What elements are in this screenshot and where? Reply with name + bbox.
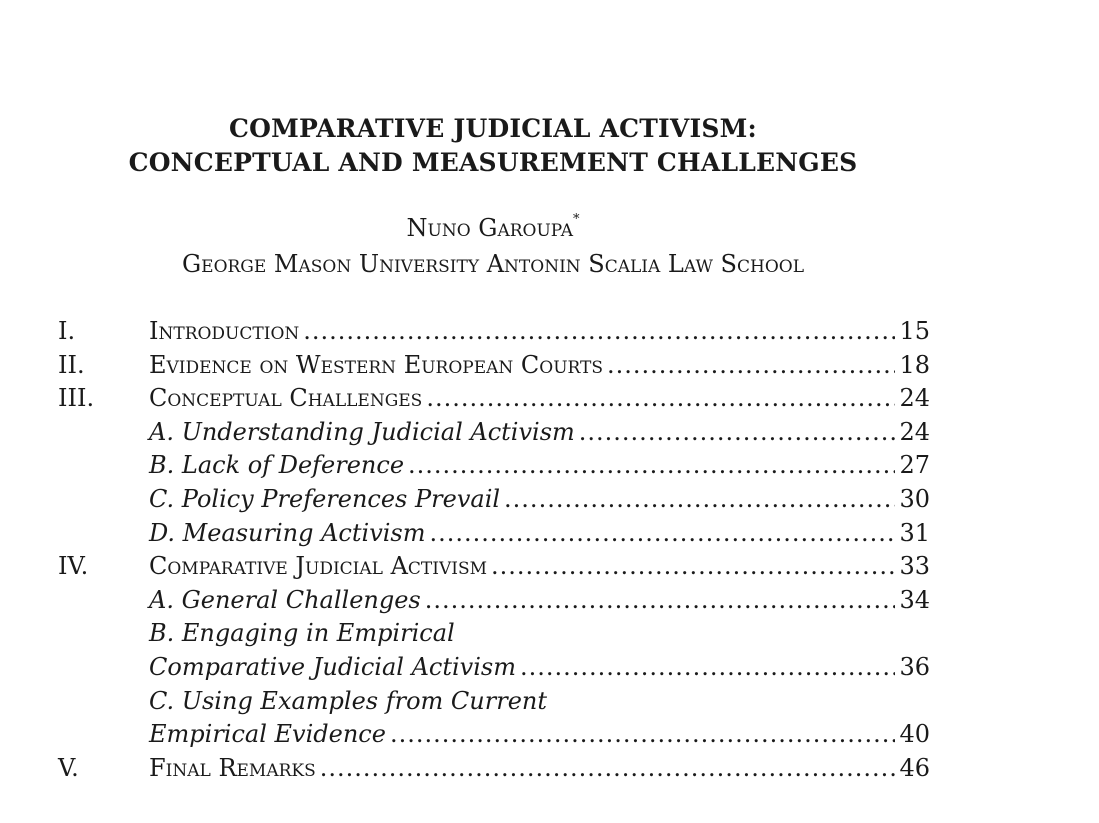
toc-row[interactable] [58, 416, 930, 450]
toc-leader [607, 349, 895, 383]
toc-page: 27 [899, 451, 930, 480]
toc-row[interactable] [58, 449, 930, 483]
toc-row[interactable] [58, 315, 930, 349]
toc-label: A. General Challenges [149, 585, 421, 614]
toc-label: B. Engaging in Empirical [149, 619, 455, 648]
toc-label: B. Lack of Deference [149, 451, 405, 480]
table-of-contents [58, 315, 930, 785]
toc-label: Final Remarks [149, 753, 316, 782]
toc-page: 40 [899, 720, 930, 749]
toc-leader [303, 315, 895, 349]
toc-leader [390, 718, 896, 752]
toc-leader [491, 550, 895, 584]
toc-number: IV. [58, 552, 89, 581]
title-line-1: COMPARATIVE JUDICIAL ACTIVISM: [229, 114, 757, 143]
toc-row[interactable] [58, 517, 930, 551]
toc-leader [579, 416, 896, 450]
toc-leader [408, 449, 895, 483]
toc-label: Comparative Judicial Activism [149, 652, 516, 681]
toc-page: 15 [899, 317, 930, 345]
toc-page: 36 [899, 652, 930, 681]
author-text: Nuno Garoupa [406, 214, 573, 242]
toc-label: D. Measuring Activism [149, 518, 426, 547]
toc-row[interactable] [58, 483, 930, 517]
toc-row[interactable] [58, 651, 930, 685]
toc-number: V. [58, 753, 79, 782]
toc-page: 33 [899, 552, 930, 581]
toc-label: Empirical Evidence [149, 720, 386, 749]
toc-leader [504, 483, 895, 517]
toc-label: Conceptual Challenges [149, 384, 423, 413]
toc-row[interactable] [58, 685, 930, 719]
toc-page: 24 [899, 417, 930, 446]
toc-label: Evidence on Western European Courts [149, 350, 604, 379]
toc-row[interactable] [58, 617, 930, 651]
toc-page: 30 [899, 484, 930, 513]
toc-page: 46 [899, 753, 930, 782]
toc-page: 34 [899, 585, 930, 614]
toc-page: 18 [899, 350, 930, 379]
toc-leader [430, 517, 896, 551]
toc-label: C. Using Examples from Current [149, 686, 548, 715]
toc-number: I. [58, 317, 76, 345]
toc-row[interactable] [58, 718, 930, 752]
toc-row[interactable] [58, 752, 930, 786]
toc-page: 31 [899, 518, 930, 547]
toc-leader [320, 752, 896, 786]
title-line-2: CONCEPTUAL AND MEASUREMENT CHALLENGES [128, 148, 858, 177]
toc-row[interactable] [58, 349, 930, 383]
toc-number: II. [58, 350, 85, 379]
author-footnote-mark: * [572, 212, 580, 227]
toc-number: III. [58, 384, 95, 413]
toc-leader [520, 651, 895, 685]
toc-row[interactable] [58, 382, 930, 416]
toc-label: Introduction [149, 317, 300, 345]
toc-page: 24 [899, 384, 930, 413]
toc-leader [426, 382, 895, 416]
author-name [0, 214, 986, 242]
toc-leader [425, 584, 896, 618]
toc-label: C. Policy Preferences Prevail [149, 484, 501, 513]
toc-label: Comparative Judicial Activism [149, 552, 488, 581]
toc-row[interactable] [58, 584, 930, 618]
toc-label: A. Understanding Judicial Activism [149, 417, 575, 446]
author-affiliation: George Mason University Antonin Scalia Law School [181, 250, 804, 278]
toc-row[interactable] [58, 550, 930, 584]
